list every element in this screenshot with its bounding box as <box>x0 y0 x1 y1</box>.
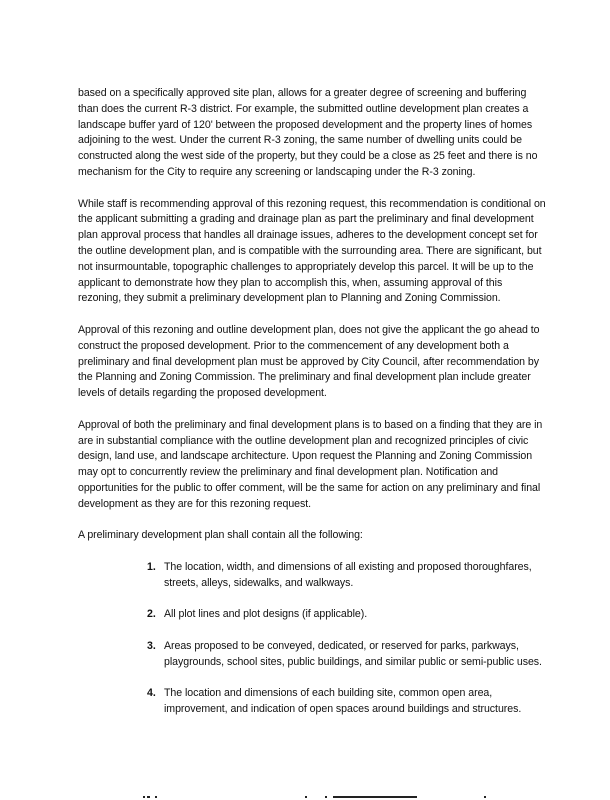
footer-mark <box>147 796 150 798</box>
footer-mark <box>143 796 145 798</box>
footer-mark <box>325 796 327 798</box>
footer-mark <box>484 796 486 798</box>
list-item <box>78 560 554 592</box>
paragraph-list-intro: A preliminary development plan shall contain all the following: <box>78 529 363 542</box>
list-item-text: All plot lines and plot designs (if applicable). <box>164 608 368 621</box>
list-number: 2. <box>147 608 156 621</box>
paragraph-approval-scope: Approval of this rezoning and outline development plan, does not give the applicant the go ahead to construct the proposed development. Prior to the commencement of any development both a preliminary and final development plan must be approved by City Council, after recommendation by the Planning and Zoning Commission. The preliminary and final development plan include greater levels of details regarding the proposed development. <box>78 323 540 400</box>
footer-rule <box>362 796 417 798</box>
list-item <box>78 686 554 718</box>
footer-mark <box>155 796 157 798</box>
cut-off-footer <box>0 796 610 800</box>
list-item <box>78 607 554 623</box>
paragraph-screening: based on a specifically approved site plan, allows for a greater degree of screening and buffering than does the current R-3 district. For example, the submitted outline development plan creates a landscape buffer yard of 120' between the proposed development and the property lines of homes adjoining to the west. Under the current R-3 zoning, the same number of dwelling units could be constructed along the west side of the property, but they could be a close as 25 feet and there is no mechanism for the City to require any screening or landscaping under the R-3 zoning. <box>78 87 538 178</box>
list-item-text: The location, width, and dimensions of all existing and proposed thoroughfares, streets, alleys, sidewalks, and walkways. <box>164 560 532 589</box>
list-item-text: Areas proposed to be conveyed, dedicated, or reserved for parks, parkways, playgrounds, school sites, public buildings, and similar public or semi-public uses. <box>164 639 542 668</box>
paragraph-plan-approval: Approval of both the preliminary and final development plans is to based on a finding that they are in are in substantial compliance with the outline development plan and recognized principles of civic design, land use, and landscape architecture. Upon request the Planning and Zoning Commission may opt to concurrently review the preliminary and final development plan. Notification and opportunities for the public to offer comment, will be the same for action on any preliminary and final development as they are for this rezoning request. <box>78 418 543 510</box>
footer-mark <box>305 796 307 798</box>
requirements-list <box>78 560 548 718</box>
document-body <box>78 86 548 734</box>
list-item <box>78 639 554 671</box>
paragraph-staff-recommendation: While staff is recommending approval of this rezoning request, this recommendation is conditional on the applicant submitting a grading and drainage plan as part the preliminary and final development plan approval process that handles all drainage issues, adheres to the development concept set for the outline development plan, and is compatible with the surrounding area. There are significant, but not insurmountable, topographic challenges to appropriately develop this parcel. It will be up to the applicant to demonstrate how they plan to accomplish this, when, assuming approval of this rezoning, they submit a preliminary development plan to Planning and Zoning Commission. <box>78 197 546 305</box>
list-item-text: The location and dimensions of each building site, common open area, improvement, and indication of open spaces around buildings and structures. <box>164 687 522 716</box>
list-number: 1. <box>147 560 156 573</box>
list-number: 4. <box>147 687 156 700</box>
list-number: 3. <box>147 639 156 652</box>
